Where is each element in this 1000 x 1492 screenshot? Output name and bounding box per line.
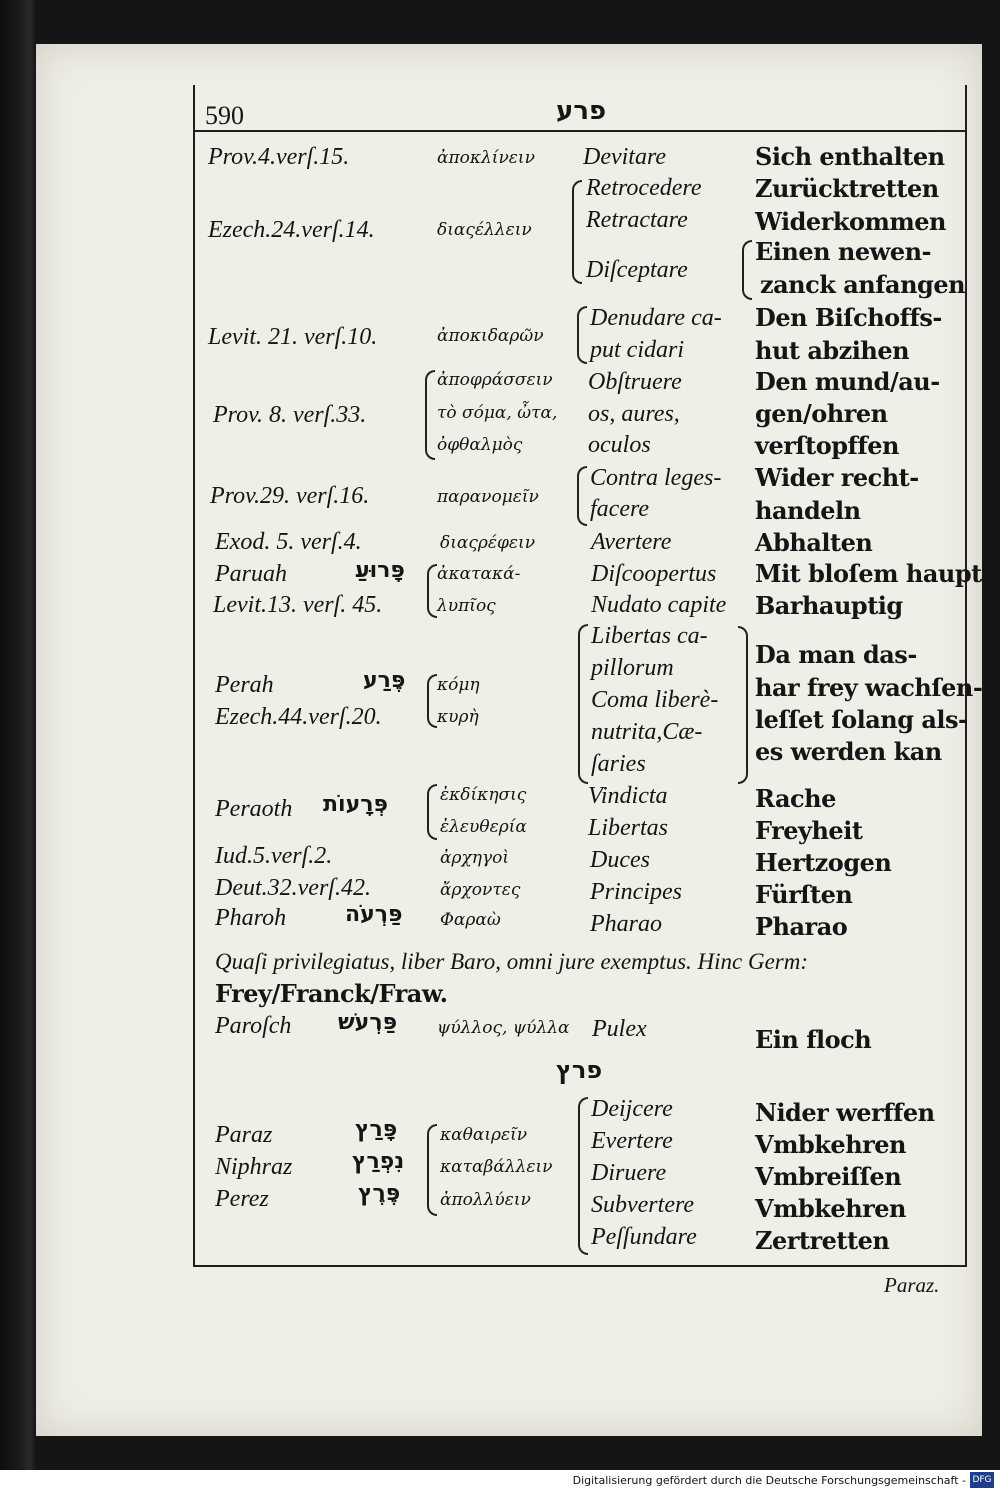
german-cell: Ein floch — [755, 1025, 872, 1054]
greek-cell: Φαραὼ — [440, 910, 501, 930]
latin-cell: Avertere — [591, 529, 672, 555]
german-cell: Nider werffen — [755, 1098, 935, 1127]
german-cell: Wider recht- — [755, 463, 919, 492]
greek-cell: καταβάλλειν — [440, 1157, 553, 1177]
latin-cell: Vindicta — [588, 783, 668, 809]
latin-cell: ſaries — [591, 751, 646, 777]
ref-cell: Prov. 8. verſ.33. — [213, 402, 367, 428]
german-cell: Vmbreiſſen — [755, 1162, 902, 1191]
greek-cell: τὸ σόμα, ὦτα, — [437, 403, 558, 423]
german-cell: Da man das- — [755, 640, 917, 669]
latin-cell: put cidari — [590, 337, 684, 363]
latin-cell: Principes — [590, 879, 682, 905]
latin-cell: Nudato capite — [591, 592, 727, 618]
german-cell: Rache — [755, 784, 836, 813]
german-cell: Hertzogen — [755, 848, 892, 877]
latin-cell: Devitare — [583, 144, 667, 170]
latin-cell: facere — [590, 496, 650, 522]
greek-cell: κυρὴ — [437, 707, 479, 727]
hebrew-cell: פֶּרֶץ — [358, 1181, 401, 1206]
latin-cell: nutrita,Cæ- — [591, 719, 703, 745]
german-cell: Sich enthalten — [755, 142, 945, 171]
latin-cell: pillorum — [591, 655, 674, 681]
german-cell: gen/ohren — [755, 399, 888, 428]
latin-cell: oculos — [588, 432, 651, 458]
german-cell: Den Biſchoffs- — [755, 303, 942, 332]
greek-cell: ἀκατακά- — [437, 564, 521, 584]
greek-cell: ἀρχηγοὶ — [440, 848, 510, 868]
hebrew-cell: נִפְרַץ — [352, 1149, 405, 1174]
ref-cell: Perez — [215, 1186, 269, 1212]
latin-cell: Denudare ca- — [590, 305, 722, 331]
german-cell: Widerkommen — [755, 207, 946, 236]
ref-cell: Deut.32.verſ.42. — [215, 875, 371, 901]
hebrew-cell: פֶּרַע — [363, 668, 406, 693]
german-cell: es werden kan — [755, 737, 942, 766]
catchword: Paraz. — [884, 1273, 940, 1297]
hebrew-cell: פְּרָעוֹת — [323, 792, 388, 817]
latin-cell: Pharao — [590, 911, 662, 937]
brace-mark — [738, 626, 748, 784]
latin-cell: Diſcoopertus — [591, 561, 717, 587]
brace-mark — [578, 1097, 588, 1255]
german-cell: Einen newen- — [755, 237, 931, 266]
hebrew-cell: פַּרְעשׁ — [338, 1010, 398, 1035]
ref-cell: Iud.5.verſ.2. — [215, 843, 333, 869]
footer-credit: Digitalisierung gefördert durch die Deutsche Forschungsgemeinschaft - — [572, 1474, 966, 1487]
latin-cell: Libertas ca- — [591, 623, 708, 649]
ref-cell: Ezech.44.verſ.20. — [215, 704, 382, 730]
german-cell: zanck anfangen — [760, 270, 966, 299]
brace-mark — [425, 370, 435, 460]
greek-cell: διαςρέφειν — [440, 533, 536, 553]
latin-cell: Diſceptare — [586, 257, 688, 283]
ref-cell: Prov.4.verſ.15. — [208, 144, 350, 170]
greek-cell: ἀποκιδαρῶν — [437, 326, 544, 346]
greek-cell: ἀποφράσσειν — [437, 370, 553, 390]
hebrew-cell: פָּרַץ — [355, 1117, 398, 1142]
greek-cell: διαςέλλειν — [437, 220, 532, 240]
ref-cell: Ezech.24.verſ.14. — [208, 217, 375, 243]
dfg-logo: DFG — [970, 1472, 994, 1488]
german-cell: Barhauptig — [755, 591, 903, 620]
german-cell: har frey wachſen- — [755, 673, 983, 702]
brace-mark — [427, 564, 437, 618]
latin-cell: Pulex — [592, 1016, 647, 1042]
ref-cell: Peraoth — [215, 796, 293, 822]
german-cell: Den mund/au- — [755, 367, 940, 396]
german-cell: Freyheit — [755, 816, 863, 845]
brace-mark — [427, 674, 437, 728]
greek-cell: ἀπολλύειν — [440, 1190, 531, 1210]
section-heading: פרץ — [556, 1056, 603, 1084]
latin-cell: Retrocedere — [586, 175, 702, 201]
brace-mark — [742, 240, 752, 300]
latin-cell: Deijcere — [591, 1096, 673, 1122]
german-cell: handeln — [755, 496, 861, 525]
greek-cell: ἄρχοντες — [440, 880, 521, 900]
latin-cell: Libertas — [588, 815, 669, 841]
german-cell: Vmbkehren — [755, 1194, 907, 1223]
note-line: Quaſi privilegiatus, liber Baro, omni jure exemptus. Hinc Germ: — [215, 949, 809, 974]
german-cell: hut abzihen — [755, 336, 910, 365]
brace-mark — [577, 306, 587, 364]
greek-cell: ὀφθαλμὸς — [437, 435, 523, 455]
latin-cell: Evertere — [591, 1128, 673, 1154]
latin-cell: Peſſundare — [591, 1224, 697, 1250]
german-cell: leſſet ſolang als- — [755, 705, 968, 734]
brace-mark — [572, 180, 582, 284]
greek-cell: ἀποκλίνειν — [437, 148, 535, 168]
latin-cell: Contra leges- — [590, 465, 722, 491]
greek-cell: παρανομεῖν — [437, 487, 539, 507]
greek-cell: ψύλλος, ψύλλα — [437, 1018, 570, 1038]
german-cell: verſtopffen — [755, 431, 899, 460]
greek-cell: ἐλευθερία — [440, 817, 527, 837]
ref-cell: Exod. 5. verſ.4. — [215, 529, 362, 555]
brace-mark — [577, 466, 587, 526]
german-cell: Zertretten — [755, 1226, 890, 1255]
brace-mark — [578, 624, 588, 784]
greek-cell: καθαιρεῖν — [440, 1125, 528, 1145]
german-cell: Vmbkehren — [755, 1130, 907, 1159]
ref-cell: Perah — [215, 672, 274, 698]
ref-cell: Pharoh — [215, 905, 287, 931]
ref-cell: Paroſch — [215, 1013, 292, 1039]
greek-cell: λυπῖος — [437, 596, 496, 616]
latin-cell: Obſtruere — [588, 369, 682, 395]
ref-cell: Paruah — [215, 561, 287, 587]
header-rule — [195, 130, 965, 132]
running-head: פרע — [556, 96, 607, 126]
german-cell: Fürſten — [755, 880, 853, 909]
ref-cell: Paraz — [215, 1122, 273, 1148]
ref-cell: Niphraz — [215, 1154, 293, 1180]
brace-mark — [427, 1124, 437, 1216]
latin-cell: Retractare — [586, 207, 688, 233]
page-number: 590 — [205, 101, 244, 130]
german-cell: Abhalten — [755, 528, 873, 557]
brace-mark — [427, 784, 437, 840]
latin-cell: Coma liberè- — [591, 687, 719, 713]
ref-cell: Prov.29. verſ.16. — [210, 483, 370, 509]
greek-cell: κόμη — [437, 675, 480, 695]
hebrew-cell: פַּרְעֹה — [345, 902, 403, 927]
hebrew-cell: פָּרוּעַ — [355, 558, 405, 583]
note-line: Frey/Franck/Fraw. — [215, 979, 448, 1008]
german-cell: Mit bloſem haupt — [755, 559, 982, 588]
latin-cell: Diruere — [591, 1160, 667, 1186]
ref-cell: Levit. 21. verſ.10. — [208, 324, 378, 350]
german-cell: Pharao — [755, 912, 848, 941]
greek-cell: ἐκδίκησις — [440, 785, 527, 805]
latin-cell: Subvertere — [591, 1192, 695, 1218]
ref-cell: Levit.13. verſ. 45. — [213, 592, 383, 618]
latin-cell: Duces — [590, 847, 650, 873]
german-cell: Zurücktretten — [755, 174, 939, 203]
latin-cell: os, aures, — [588, 401, 680, 427]
